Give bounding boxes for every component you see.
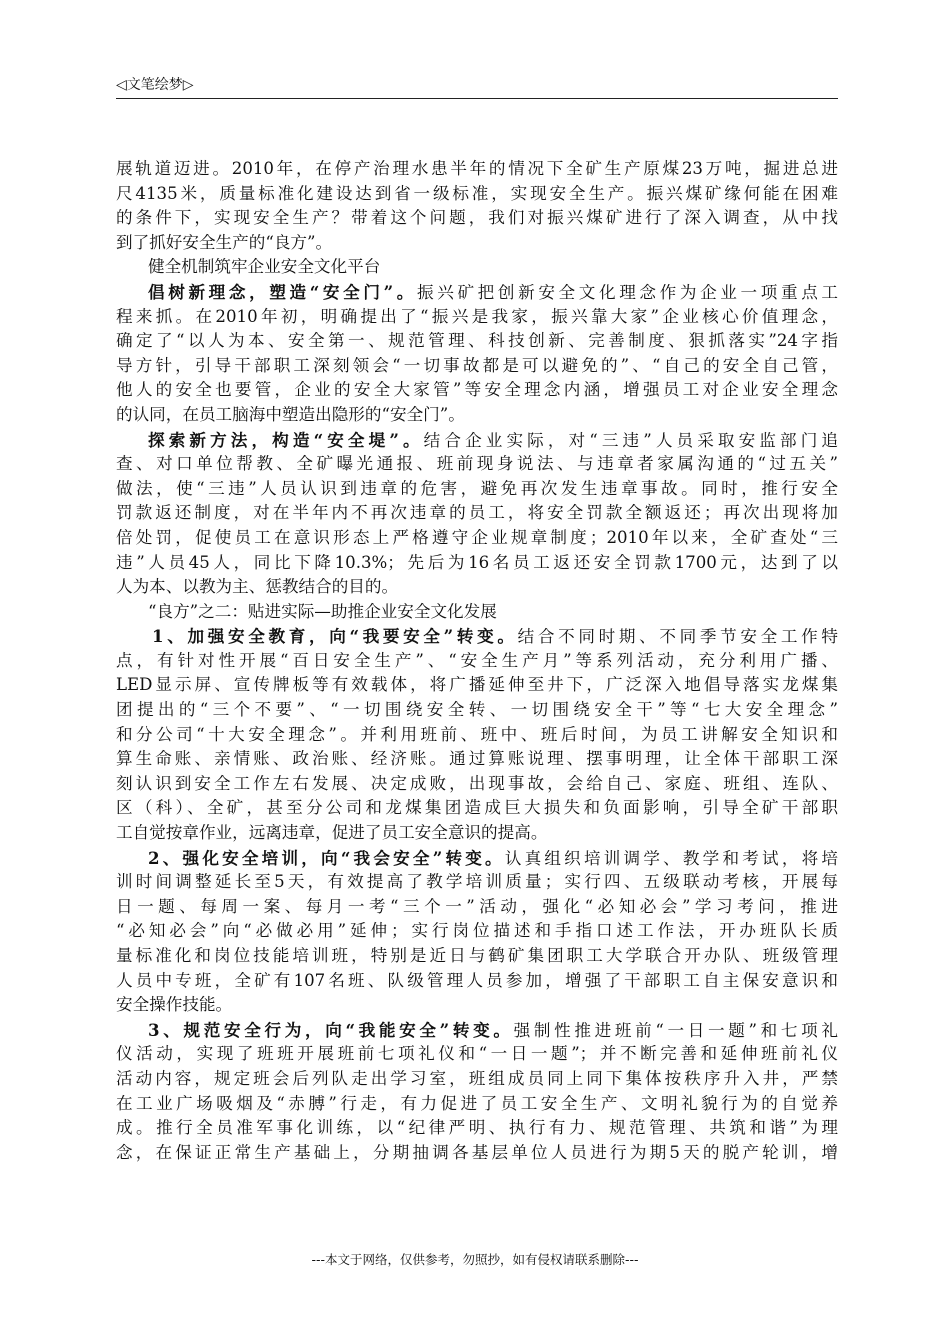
body-line: 算生命账、亲情账、政治账、经济账。通过算账说理、摆事明理，让全体干部职工深 [116, 749, 838, 769]
body-line: 查、对口单位帮教、全矿曝光通报、班前现身说法、与违章者家属沟通的“过五关” [116, 454, 838, 474]
body-line: 罚款返还制度，对在半年内不再次违章的员工，将安全罚款全额返还；再次出现将加 [116, 503, 838, 523]
body-line: 在工业广场吸烟及“赤膊”行走，有力促进了员工安全生产、文明礼貌行为的自觉养 [116, 1093, 838, 1113]
body-line: 工自觉按章作业，远离违章，促进了员工安全意识的提高。 [116, 823, 548, 843]
section-heading: 健全机制筑牢企业安全文化平台 [148, 257, 381, 277]
paragraph-lead: 2、强化安全培训，向“我会安全”转变。 [148, 847, 505, 868]
body-line [116, 428, 838, 453]
body-line: 确定了“以人为本、安全第一、规范管理、科技创新、完善制度、狠抓落实”24字指 [116, 331, 838, 351]
paragraph-lead: 3、规范安全行为，向“我能安全”转变。 [148, 1019, 514, 1040]
body-line: 安全操作技能。 [116, 995, 233, 1015]
paragraph-text: 认真组织培训调学、教学和考试，将培 [504, 848, 838, 868]
paragraph-lead: 探索新方法，构造“安全堤”。 [148, 429, 424, 450]
section-heading: “良方”之二：贴进实际—助推企业安全文化发展 [148, 601, 497, 621]
body-line: 他人的安全也要管，企业的安全大家管”等安全理念内涵，增强员工对企业安全理念 [116, 380, 838, 400]
body-line: 程来抓。在2010年初，明确提出了“振兴是我家，振兴靠大家”企业核心价值理念， [116, 306, 838, 326]
body-line: 仪活动，实现了班班开展班前七项礼仪和“一日一题”；并不断完善和延伸班前礼仪 [116, 1044, 838, 1064]
body-line: 做法，使“三违”人员认识到违章的危害，避免再次发生违章事故。同时，推行安全 [116, 478, 838, 498]
body-line: “必知必会”向“必做必用”延伸；实行岗位描述和手指口述工作法，开办班队长质 [116, 921, 838, 941]
body-line: 的认同，在员工脑海中塑造出隐形的“安全门”。 [116, 404, 465, 424]
body-line: 成。推行全员准军事化训练，以“纪律严明、执行有力、规范管理、共筑和谐”为理 [116, 1118, 838, 1138]
body-line: 训时间调整延长至5天，有效提高了教学培训质量；实行四、五级联动考核，开展每 [116, 872, 838, 892]
body-line: LED显示屏、宣传牌板等有效载体，将广播延伸至井下，广泛深入地倡导落实龙煤集 [116, 675, 838, 695]
body-line: 导方针，引导干部职工深刻领会“一切事故都是可以避免的”、“自己的安全自己管， [116, 355, 838, 375]
header-brand: ◁文笔绘梦▷ [116, 77, 194, 93]
paragraph-text: 振兴矿把创新安全文化理念作为企业一项重点工 [417, 282, 838, 302]
paragraph-text: 强制性推进班前“一日一题”和七项礼 [513, 1020, 838, 1040]
body-line [116, 846, 838, 871]
body-line: 量标准化和岗位技能培训班，特别是近日与鹤矿集团职工大学联合开办队、班级管理 [116, 946, 838, 965]
body-line: 念，在保证正常生产基础上，分期抽调各基层单位人员进行为期5天的脱产轮训，增 [116, 1142, 838, 1162]
footer-notice: ---本文于网络，仅供参考，勿照抄，如有侵权请联系删除--- [311, 1252, 639, 1267]
body-line: 尺4135米，质量标准化建设达到省一级标准，实现安全生产。振兴煤矿缘何能在困难 [116, 183, 838, 203]
body-line: 和分公司“十大安全理念”。并利用班前、班中、班后时间，为员工讲解安全知识和 [116, 724, 838, 744]
body-line: 日一题、每周一案、每月一考“三个一”活动，强化“必知必会”学习考问，推进 [116, 896, 838, 916]
paragraph-lead: 1、加强安全教育，向“我要安全”转变。 [152, 626, 518, 647]
body-line: 人为本、以教为主、惩教结合的目的。 [116, 577, 399, 597]
body-line: 展轨道迈进。2010年，在停产治理水患半年的情况下全矿生产原煤23万吨，掘进总进 [116, 159, 838, 178]
body-line: 的条件下，实现安全生产？带着这个问题，我们对振兴煤矿进行了深入调查，从中找 [116, 208, 838, 228]
body-line: 区（科）、全矿，甚至分公司和龙煤集团造成巨大损失和负面影响，引导全矿干部职 [116, 798, 838, 818]
body-line: 违”人员45人，同比下降10.3%；先后为16名员工返还安全罚款1700元，达到了以 [116, 552, 838, 572]
body-line: 倍处罚，促使员工在意识形态上严格遵守企业规章制度；2010年以来，全矿查处“三 [116, 527, 838, 547]
body-line: 人员中专班，全矿有107名班、队级管理人员参加，增强了干部职工自主保安意识和 [116, 970, 838, 990]
body-line [116, 280, 838, 305]
body-line [116, 1018, 838, 1043]
paragraph-lead: 倡树新理念，塑造“安全门”。 [148, 281, 417, 302]
paragraph-text: 结合不同时期、不同季节安全工作特 [517, 627, 838, 647]
body-line: 点，有针对性开展“百日安全生产”、“安全生产月”等系列活动，充分利用广播、 [116, 650, 838, 670]
body-line: 团提出的“三个不要”、“一切围绕安全转、一切围绕安全干”等“七大安全理念” [116, 700, 838, 720]
article-body [116, 157, 838, 1165]
body-line: 刻认识到安全工作左右发展、决定成败，出现事故，会给自己、家庭、班组、连队、 [116, 773, 838, 793]
page-header [116, 72, 838, 99]
body-line: 活动内容，规定班会后列队走出学习室，班组成员同上同下集体按秩序升入井，严禁 [116, 1068, 838, 1088]
paragraph-text: 结合企业实际，对“三违”人员采取安监部门追 [423, 430, 838, 450]
body-line [116, 624, 838, 649]
body-line: 到了抓好安全生产的“良方”。 [116, 232, 333, 252]
